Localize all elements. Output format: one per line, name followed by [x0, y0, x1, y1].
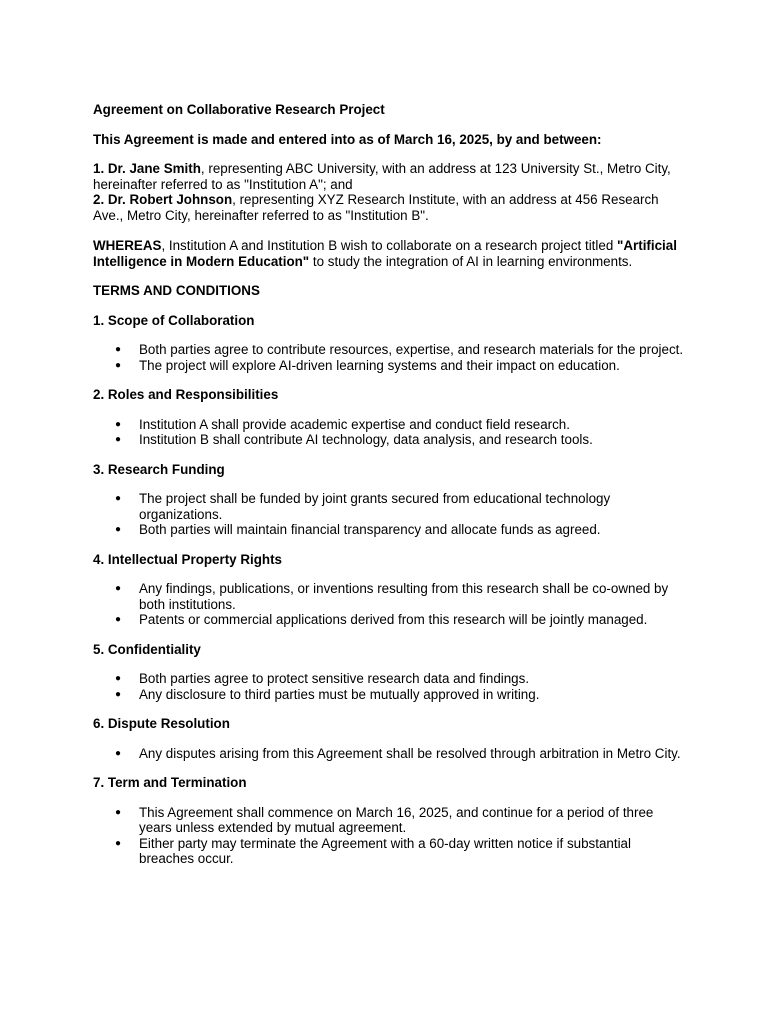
- section-heading-ip-rights: 4. Intellectual Property Rights: [93, 551, 282, 567]
- whereas-label: WHEREAS: [93, 238, 162, 253]
- section-list-roles: [93, 417, 688, 448]
- section-heading-dispute: 6. Dispute Resolution: [93, 716, 230, 731]
- section-list-dispute: [93, 746, 688, 762]
- party-1-name: 1. Dr. Jane Smith: [93, 161, 201, 176]
- list-item: ● Patents or commercial applications derived from this research will be jointly managed.: [93, 612, 688, 628]
- list-item: ● Institution A shall provide academic expertise and conduct field research.: [93, 417, 688, 433]
- whereas-text-1: , Institution A and Institution B wish to collaborate on a research project titled: [161, 238, 617, 253]
- section-list-confidentiality: [93, 671, 688, 702]
- list-item: ● Both parties agree to contribute resources, expertise, and research materials for the project.: [93, 342, 688, 358]
- list-item: ● Any disputes arising from this Agreement shall be resolved through arbitration in Metro City.: [93, 746, 688, 762]
- list-item: ● Either party may terminate the Agreement with a 60-day written notice if substantial breaches occur.: [93, 836, 688, 867]
- section-heading-confidentiality: 5. Confidentiality: [93, 641, 201, 657]
- party-2-details: , representing XYZ Research Institute, with an address at 456 Research Ave., Metro City, hereinafter referred to as "Institution B".: [93, 192, 659, 223]
- list-item: ● Any disclosure to third parties must be mutually approved in writing.: [93, 687, 688, 703]
- section-heading-roles: 2. Roles and Responsibilities: [93, 387, 279, 402]
- terms-heading: TERMS AND CONDITIONS: [93, 283, 260, 298]
- section-list-term: [93, 805, 688, 867]
- party-2: [93, 192, 688, 223]
- whereas-text-2: to study the integration of AI in learning environments.: [309, 253, 633, 269]
- section-list-scope: [93, 342, 688, 373]
- parties-block: [93, 161, 688, 223]
- list-item: ● Both parties will maintain financial transparency and allocate funds as agreed.: [93, 522, 688, 538]
- section-heading-funding: 3. Research Funding: [93, 461, 225, 477]
- section-list-ip-rights: [93, 581, 688, 628]
- list-item: ● The project will explore AI-driven learning systems and their impact on education.: [93, 358, 688, 374]
- list-item: ● This Agreement shall commence on March 16, 2025, and continue for a period of three years unless extended by mutual agreement.: [93, 805, 688, 836]
- document-title: Agreement on Collaborative Research Project: [93, 102, 385, 117]
- agreement-intro: This Agreement is made and entered into as of March 16, 2025, by and between:: [93, 131, 602, 147]
- list-item: ● The project shall be funded by joint grants secured from educational technology organizations.: [93, 491, 688, 522]
- section-list-funding: [93, 491, 688, 538]
- party-1: [93, 161, 688, 192]
- list-item: ● Institution B shall contribute AI technology, data analysis, and research tools.: [93, 432, 688, 448]
- list-item: ● Any findings, publications, or inventions resulting from this research shall be co-owned by both institutions.: [93, 581, 688, 612]
- list-item: ● Both parties agree to protect sensitive research data and findings.: [93, 671, 688, 687]
- project-title: "Artificial Intelligence in Modern Education": [93, 238, 677, 269]
- party-2-name: 2. Dr. Robert Johnson: [93, 192, 233, 207]
- whereas-clause: [93, 238, 688, 269]
- party-1-details: , representing ABC University, with an address at 123 University St., Metro City, hereinafter referred to as "Institution A"; and: [93, 161, 671, 192]
- section-heading-term: 7. Term and Termination: [93, 775, 247, 790]
- section-heading-scope: 1. Scope of Collaboration: [93, 312, 255, 328]
